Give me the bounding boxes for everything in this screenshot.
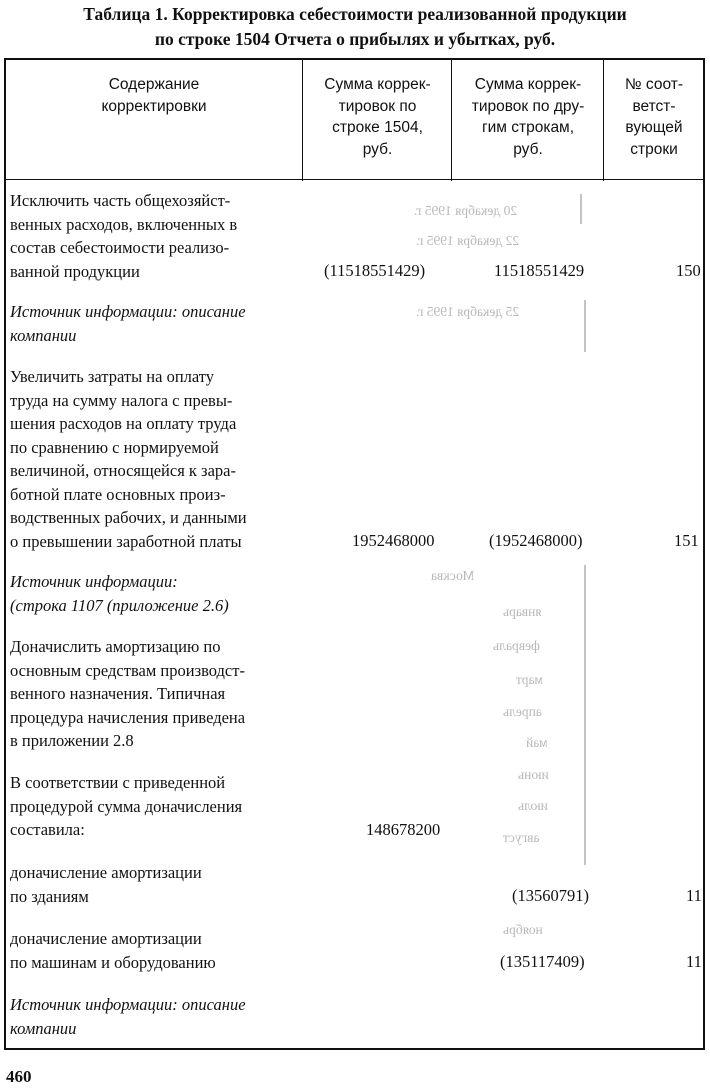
sum-other-value: (135117409)	[500, 952, 585, 971]
source-note	[10, 570, 229, 617]
row-text-line: доначисление амортизации	[10, 929, 202, 948]
table-title	[0, 2, 710, 52]
header-text: № соот-	[624, 76, 684, 93]
column-divider	[603, 60, 604, 181]
line-number-value: 11	[686, 886, 702, 905]
row-description	[10, 927, 216, 974]
row-text-line: процедурой сумма доначисления	[10, 796, 243, 816]
header-cell-content	[6, 74, 302, 117]
row-text-line: по машинам и оборудованию	[10, 952, 216, 972]
bleed-through-text: 25 декабря 1995 г.	[416, 304, 520, 319]
sum-other-value: 11518551429	[494, 261, 585, 280]
source-note-line: компании	[10, 325, 77, 345]
row-description	[10, 861, 202, 908]
bleed-through-text: апрель	[503, 704, 542, 719]
source-note	[10, 993, 246, 1040]
source-note-line: Источник информации: описание	[10, 995, 246, 1014]
header-divider	[6, 179, 703, 180]
header-cell-sum-other	[453, 74, 603, 160]
line-number-value: 150	[676, 261, 701, 280]
source-note-line: компании	[10, 1018, 77, 1038]
sum-other-value: (13560791)	[512, 886, 589, 905]
bleed-through-text: 20 декабря 1995 г.	[414, 203, 518, 218]
header-text: корректировки	[101, 97, 207, 115]
row-text-line: процедура начисления приведена	[10, 707, 246, 727]
source-note-line: Источник информации:	[10, 572, 178, 591]
bleed-through-text: февраль	[493, 638, 540, 653]
column-divider	[302, 60, 303, 181]
row-description	[10, 365, 247, 553]
row-text-line: шения расходов на оплату труда	[10, 414, 237, 433]
bleed-through-text: ноябрь	[503, 922, 543, 937]
header-text: гим строкам,	[481, 119, 575, 136]
sum-1504-value: (11518551429)	[324, 261, 426, 280]
bleed-through-text: 22 декабря 1995 г.	[416, 233, 520, 248]
row-text-line: В соответствии с приведенной	[10, 773, 226, 792]
header-text: строке 1504,	[332, 119, 423, 136]
row-text-line: по зданиям	[10, 886, 89, 906]
row-text-line: ванной продукции	[10, 261, 140, 281]
row-description	[10, 635, 245, 753]
header-text: руб.	[362, 140, 393, 158]
row-text-line: по сравнению с нормируемой	[10, 437, 219, 457]
row-description	[10, 771, 242, 842]
sum-1504-value: 148678200	[366, 820, 441, 839]
header-text: руб.	[513, 140, 543, 158]
header-cell-line-number	[605, 74, 703, 160]
sum-1504-value: 1952468000	[352, 531, 435, 550]
bleed-through-text: январь	[503, 604, 542, 619]
row-text-line: Исключить часть общехозяйст-	[10, 191, 231, 210]
row-text-line: труда на сумму налога с превы-	[10, 390, 233, 410]
row-text-line: Доначислить амортизацию по	[10, 637, 221, 656]
row-description	[10, 189, 237, 283]
line-number-value: 151	[674, 531, 699, 550]
bleed-through-mark	[584, 565, 586, 865]
source-note	[10, 300, 246, 347]
bleed-through-text: май	[526, 735, 548, 750]
line-number-value: 11	[686, 952, 702, 971]
row-text-line: водственных рабочих, и данными	[10, 508, 247, 527]
header-text: строки	[630, 140, 678, 158]
header-text: вующей	[625, 119, 683, 136]
row-text-line: состав себестоимости реализо-	[10, 238, 230, 257]
column-divider	[451, 60, 452, 181]
source-note-line: (строка 1107 (приложение 2.6)	[10, 595, 229, 615]
header-text: Сумма коррек-	[324, 76, 431, 93]
table-title-line-1: Таблица 1. Корректировка себестоимости реализованной продукции	[83, 4, 627, 24]
bleed-through-text: март	[516, 672, 543, 687]
row-text-line: величиной, относящейся к зара-	[10, 461, 236, 480]
correction-table	[4, 58, 705, 1050]
bleed-through-text: август	[503, 830, 540, 845]
row-text-line: доначисление амортизации	[10, 863, 202, 882]
bleed-through-text: Москва	[431, 568, 475, 583]
header-text: тировок по	[338, 97, 417, 115]
row-text-line: венного назначения. Типичная	[10, 684, 226, 703]
bleed-through-text: июль	[518, 798, 548, 813]
bleed-through-text: июнь	[518, 767, 549, 782]
header-cell-sum-1504	[304, 74, 451, 160]
table-title-line-2: по строке 1504 Отчета о прибылях и убытках, руб.	[154, 29, 556, 49]
header-text: тировок по дру-	[471, 97, 585, 115]
header-text: Содержание	[108, 76, 200, 93]
row-text-line: о превышении заработной платы	[10, 531, 242, 551]
page-number: 460	[6, 1067, 32, 1086]
row-text-line: ботной плате основных произ-	[10, 484, 226, 504]
row-text-line: основным средствам производст-	[10, 660, 245, 680]
row-text-line: составила:	[10, 820, 85, 839]
header-text: Сумма коррек-	[474, 76, 582, 93]
header-text: ветст-	[632, 97, 676, 115]
row-text-line: в приложении 2.8	[10, 731, 134, 750]
bleed-through-mark	[580, 194, 582, 224]
source-note-line: Источник информации: описание	[10, 302, 246, 321]
bleed-through-mark	[584, 300, 586, 352]
row-text-line: Увеличить затраты на оплату	[10, 367, 215, 386]
row-text-line: венных расходов, включенных в	[10, 214, 238, 234]
sum-other-value: (1952468000)	[489, 531, 583, 550]
